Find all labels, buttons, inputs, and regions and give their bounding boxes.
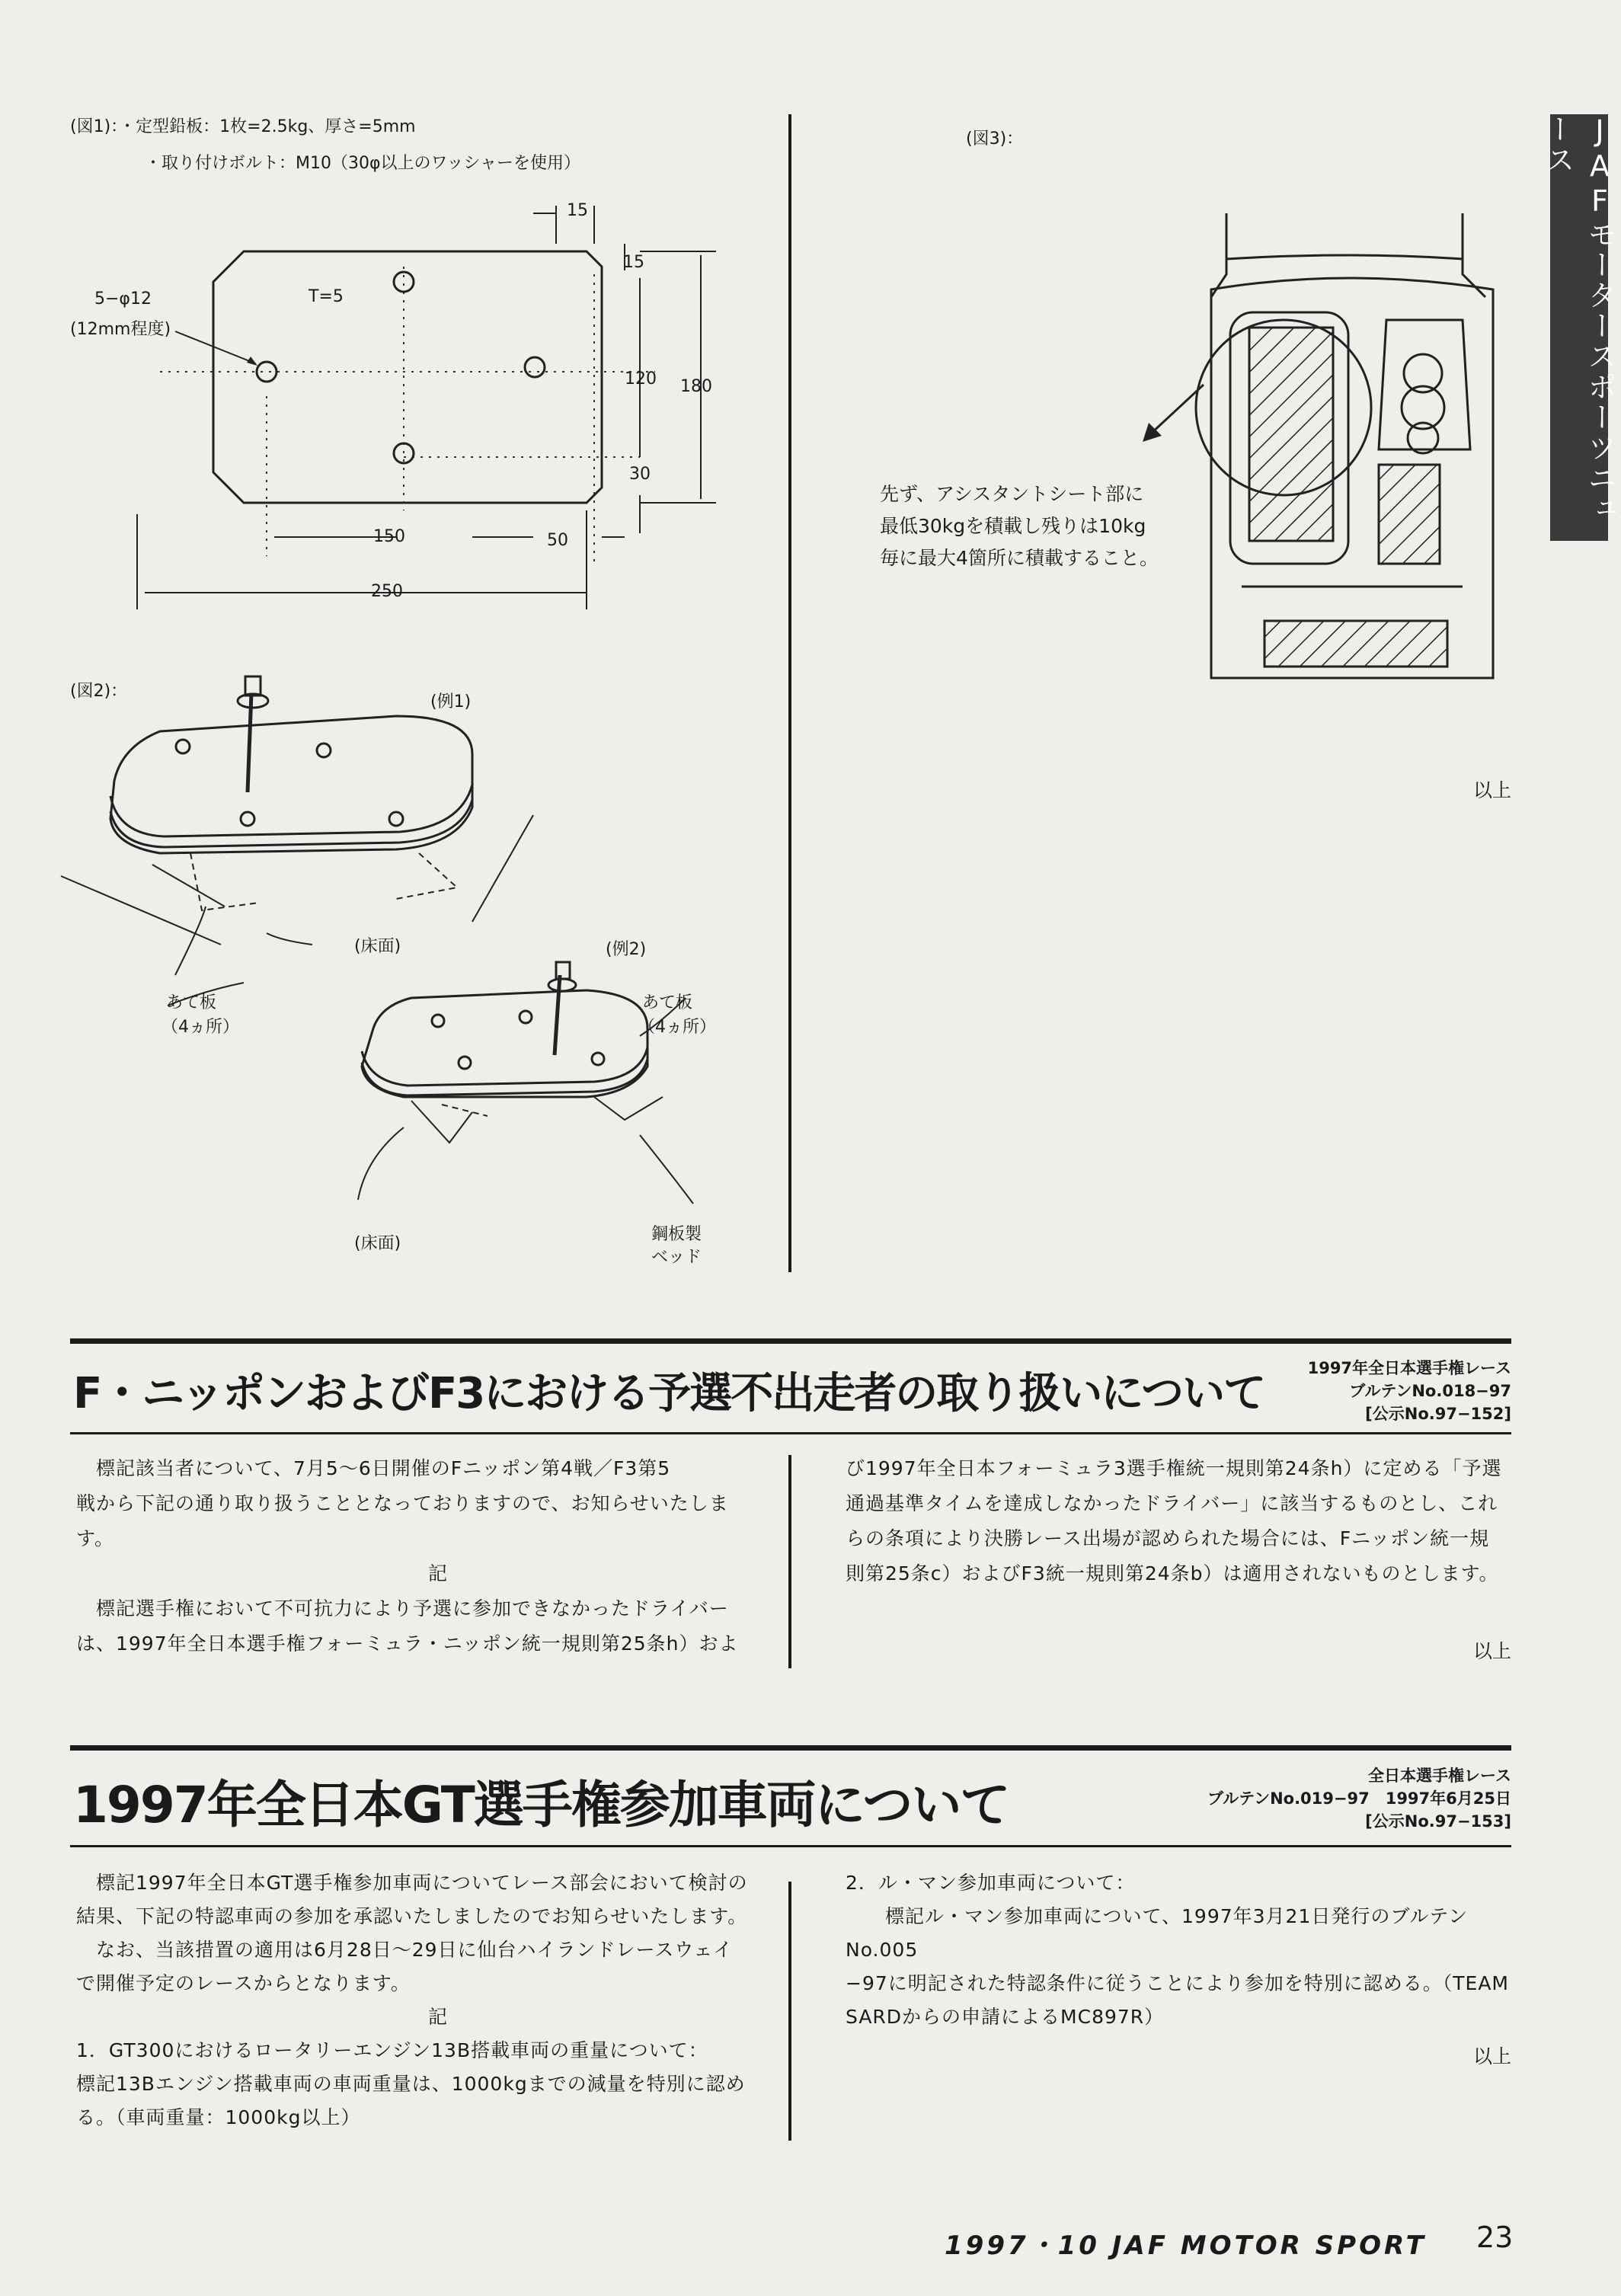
article1-right-column [846,1451,1516,1591]
section-tab: JAFモータースポーツニュース [1550,114,1608,541]
hole-spec-note: (12mm程度) [70,320,171,339]
hole-top [394,272,414,292]
article2-divider [788,1882,791,2141]
text-line: び1997年全日本フォーミュラ3選手権統一規則第24条h）に定める「予選 [846,1457,1502,1479]
text-line: で開催予定のレースからとなります。 [76,1972,411,1994]
text-line: 1．GT300におけるロータリーエンジン13B搭載車両の重量について： [76,2039,708,2061]
lead-plate-diagram [61,183,747,625]
fig3-note-line: 先ず、アシスタントシート部に [880,483,1144,505]
page-number: 23 [1476,2221,1514,2254]
dim-180: 180 [680,377,712,396]
end-mark-fig3: 以上 [1473,779,1512,801]
article2-left-column [76,1866,754,2135]
text-line: 記 [427,2006,448,2028]
text-line: 標記該当者について、7月5〜6日開催のFニッポン第4戦／F3第5 [76,1457,671,1479]
fig2-example2: (例2) [606,940,647,959]
plate-mounting-diagram [61,670,747,1265]
hole-right [525,357,545,377]
text-line: 通過基準タイムを達成しなかったドライバー」に該当するものとし、これ [846,1492,1498,1514]
article1-meta-line: 1997年全日本選手権レース [1307,1359,1511,1377]
text-line: 結果、下記の特認車両の参加を承認いたしましたのでお知らせいたします。 [76,1905,748,1927]
text-line: 記 [427,1562,448,1584]
bed-label: 鋼板製 [651,1225,702,1244]
text-line: 則第25条c）およびF3統一規則第24条b）は適用されないものとします。 [846,1562,1499,1584]
article2-meta-line: ブルテンNo.019−97 1997年6月25日 [1207,1789,1511,1808]
article1-meta-line: [公示No.97−152] [1365,1405,1511,1423]
dim-150: 150 [373,527,405,546]
article1-left-column [76,1451,754,1661]
article2-right-column [846,1866,1516,2034]
dim-120: 120 [625,369,657,389]
article2-rule [70,1745,1511,1751]
fig3-caption: (図3)： [966,130,1024,149]
floor-label-2: (床面) [354,1234,401,1253]
text-line: なお、当該措置の適用は6月28日〜29日に仙台ハイランドレースウェイ [76,1939,734,1961]
article1-subrule [70,1432,1511,1434]
seat-load-area [1249,328,1333,541]
text-line: 標記1997年全日本GT選手権参加車両についてレース部会において検討の [76,1872,748,1894]
rear-load-area [1379,465,1440,564]
floor-label-1: (床面) [354,937,401,956]
cabin-layout-diagram [1135,206,1501,701]
text-line: 標記選手権において不可抗力により予選に参加できなかったドライバー [76,1597,729,1620]
text-line: は、1997年全日本選手権フォーミュラ・ニッポン統一規則第25条h）およ [76,1632,739,1655]
text-line: 標記ル・マン参加車両について、1997年3月21日発行のブルテンNo.005 [846,1905,1469,1961]
article2-subrule [70,1845,1511,1847]
fig1-caption: (図1)：・定型鉛板：1枚=2.5kg、厚さ=5mm [70,117,416,136]
article1-title: F・ニッポンおよびF3における予選不出走者の取り扱いについて [73,1369,1265,1418]
article1-divider [788,1455,791,1668]
dim-30: 30 [629,465,651,484]
article2-meta-line: [公示No.97−153] [1365,1812,1511,1831]
article2-meta [1207,1764,1511,1833]
thickness-label: T=5 [309,287,344,306]
fig3-note [880,478,1159,574]
text-line: 標記13Bエンジン搭載車両の車両重量は、1000kgまでの減量を特別に認め [76,2073,746,2095]
pad-count-2: （4ヵ所） [638,1018,716,1037]
fig3-note-line: 毎に最大4箇所に積載すること。 [880,547,1159,569]
pad-label-2: あて板 [642,993,693,1012]
article2-end-mark: 以上 [1473,2045,1512,2067]
text-line: る。（車両重量：1000kg以上） [76,2106,361,2128]
pad-label-1: あて板 [166,993,217,1012]
bed-label-2: ベッド [651,1248,702,1267]
article2-title: 1997年全日本GT選手権参加車両について [73,1776,1009,1834]
article1-end-mark: 以上 [1473,1640,1512,1662]
column-divider [788,114,791,1272]
text-line: SARDからの申請によるMC897R） [846,2006,1165,2028]
article2-meta-line: 全日本選手権レース [1368,1767,1511,1785]
fig1-bolt-note: ・取り付けボルト：M10（30φ以上のワッシャーを使用） [145,154,580,173]
floor-load-area [1265,621,1447,667]
pad-count-1: （4ヵ所） [161,1018,239,1037]
text-line: す。 [76,1527,115,1549]
article1-rule [70,1338,1511,1344]
text-line: −97に明記された特認条件に従うことにより参加を特別に認める。（TEAM [846,1972,1510,1994]
article1-meta-line: ブルテンNo.018−97 [1349,1382,1511,1400]
text-line: らの条項により決勝レース出場が認められた場合には、Fニッポン統一規 [846,1527,1490,1549]
fig2-caption: (図2)： [70,682,128,701]
text-line: 2．ル・マン参加車両について： [846,1872,1136,1894]
dim-15-top: 15 [567,201,588,220]
dim-15-right: 15 [623,253,644,272]
dim-50: 50 [547,531,568,550]
text-line: 戦から下記の通り取り扱うこととなっておりますので、お知らせいたしま [76,1492,729,1514]
hole-spec-label: 5−φ12 [94,289,152,309]
dim-250: 250 [371,582,403,601]
fig3-note-line: 最低30kgを積載し残りは10kg [880,515,1146,537]
article1-meta [1308,1357,1511,1425]
magazine-footer: 1997・10 JAF MOTOR SPORT [945,2230,1427,2261]
hole-left [257,362,277,382]
fig2-example1: (例1) [430,692,472,712]
